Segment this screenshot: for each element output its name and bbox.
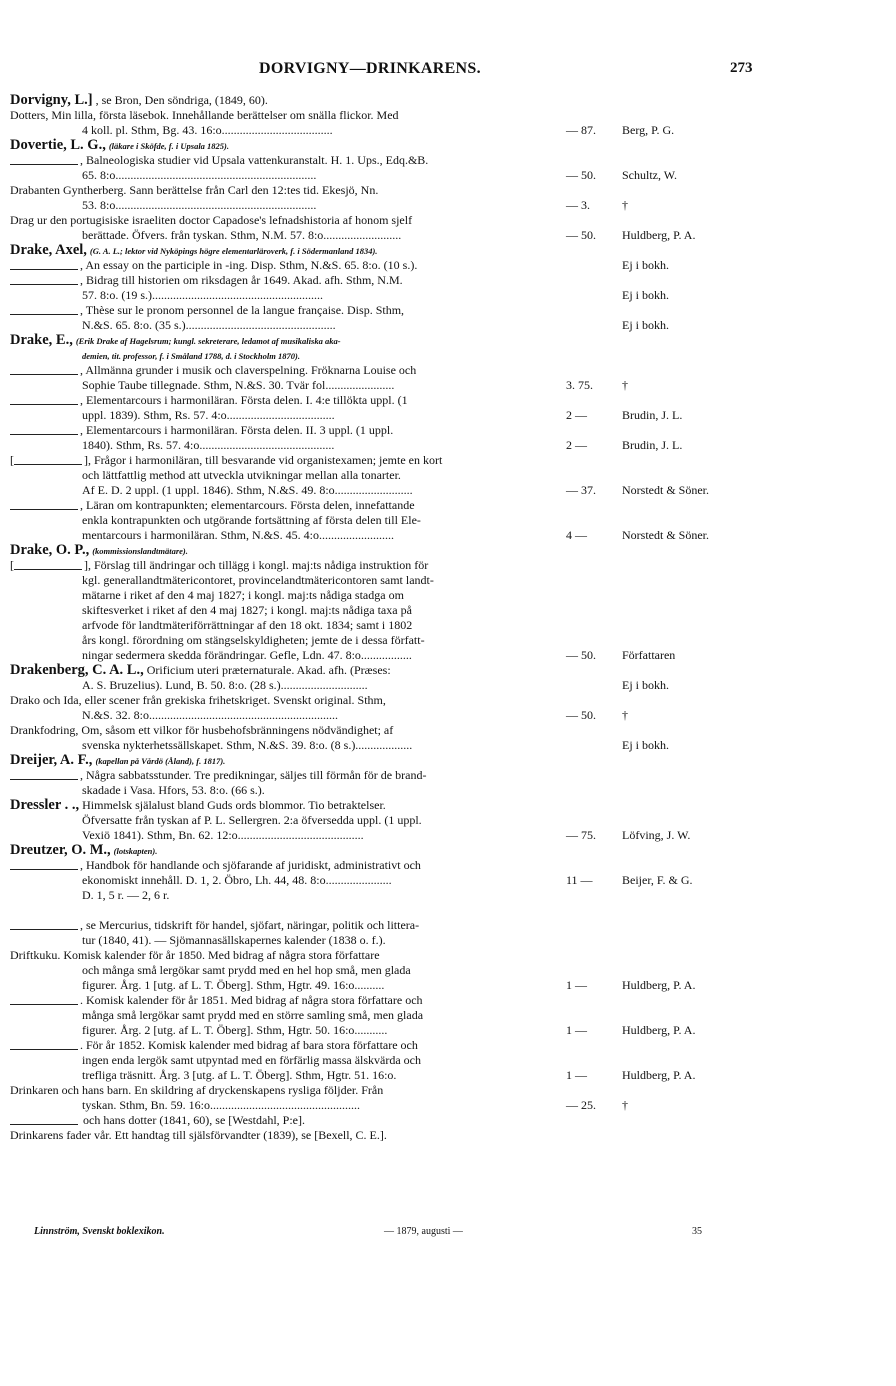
- catalog-entry: [10, 213, 886, 243]
- footer-sheet-number: 35: [692, 1226, 702, 1237]
- entry-body: och hans dotter (1841, 60), se [Westdahl, P:e].: [80, 1113, 305, 1127]
- entry-text: [82, 618, 566, 633]
- entry-line: [10, 453, 886, 468]
- entry-text: [82, 483, 566, 498]
- entry-publisher: Ej i bokh.: [622, 678, 669, 692]
- entry-body: svenska nykterhetssällskapet. Sthm, N.&S. 39. 8:o. (8 s.)...................: [82, 738, 413, 752]
- entry-line: [10, 648, 886, 663]
- entry-publisher: Huldberg, P. A.: [622, 978, 696, 992]
- entry-price: — 25.: [566, 1098, 596, 1112]
- entry-line: [10, 708, 886, 723]
- entry-body: kgl. generallandtmätericontoret, provincelandtmätericontoren samt landt-: [82, 573, 434, 587]
- entry-body: Drinkaren och hans barn. En skildring af dryckenskapens rysliga följder. Från: [10, 1083, 384, 1097]
- entry-body: Sophie Taube tillegnade. Sthm, N.&S. 30. Tvär fol.......................: [82, 378, 395, 392]
- entry-text: [10, 1083, 730, 1098]
- entry-text: [10, 453, 566, 468]
- entry-line: [10, 693, 886, 708]
- entry-text: [10, 108, 730, 123]
- entry-text: [10, 1113, 566, 1128]
- author-note: (kommissionslandtmätare).: [92, 546, 188, 556]
- catalog-entry: [10, 333, 886, 543]
- entry-text: [82, 633, 566, 648]
- entry-publisher: Ej i bokh.: [622, 258, 669, 272]
- ditto-dash: [10, 862, 78, 870]
- entry-line: [10, 198, 886, 213]
- entry-publisher: Huldberg, P. A.: [622, 1023, 696, 1037]
- entry-text: [82, 888, 566, 903]
- ditto-dash: [10, 997, 78, 1005]
- catalog-entry: [10, 108, 886, 138]
- entry-price: — 75.: [566, 828, 596, 842]
- entry-price: — 87.: [566, 123, 596, 137]
- entry-body: , Balneologiska studier vid Upsala vattenkuranstalt. H. 1. Ups., Edq.&B.: [80, 153, 429, 167]
- entry-body: Driftkuku. Komisk kalender för år 1850. Med bidrag af några stora författare: [10, 948, 380, 962]
- entry-text: [10, 1038, 566, 1053]
- entry-text: [10, 153, 566, 168]
- entry-body: , Några sabbatsstunder. Tre predikningar, säljes till förmån för de brand-: [80, 768, 427, 782]
- entry-body: Drankfodring, Om, såsom ett vilkor för husbehofsbränningens nödvändighet; af: [10, 723, 394, 737]
- ditto-dash: [10, 157, 78, 165]
- entry-headword: Drake, E.,: [10, 333, 73, 348]
- ditto-dash: [14, 562, 82, 570]
- entry-text: [10, 213, 730, 228]
- entry-line: [10, 543, 886, 558]
- ditto-dash: [10, 367, 78, 375]
- entry-line: [10, 423, 886, 438]
- ditto-dash: [10, 427, 78, 435]
- entry-publisher: Beijer, F. & G.: [622, 873, 693, 887]
- entry-line: [10, 378, 886, 393]
- entry-line: [10, 108, 886, 123]
- entry-body: D. 1, 5 r. — 2, 6 r.: [82, 888, 170, 902]
- entry-line: [10, 1038, 886, 1053]
- entry-body: , Thèse sur le pronom personnel de la langue française. Disp. Sthm,: [80, 303, 405, 317]
- author-note: (G. A. L.; lektor vid Nyköpings högre elementarläroverk, f. i Södermanland 1834).: [89, 246, 378, 256]
- entry-body: , Elementarcours i harmoniläran. Första delen. II. 3 uppl. (1 uppl.: [80, 423, 394, 437]
- entry-text: [82, 1098, 566, 1113]
- entry-body: Öfversatte från tyskan af P. L. Sellergren. 2:a öfversedda uppl. (1 uppl.: [82, 813, 422, 827]
- entry-text: [10, 693, 730, 708]
- entry-headword: Dovertie, L. G.,: [10, 138, 106, 153]
- entry-line: [10, 468, 886, 483]
- entry-publisher: Löfving, J. W.: [622, 828, 691, 842]
- footer-date: — 1879, augusti —: [384, 1226, 463, 1237]
- entry-text: [10, 543, 730, 558]
- entry-line: [10, 123, 886, 138]
- entry-headword: Dressler . .,: [10, 798, 80, 813]
- entry-price: — 37.: [566, 483, 596, 497]
- entry-headword: Drake, Axel,: [10, 243, 87, 258]
- entry-body: ingen enda lergök samt utpyntad med en förfärlig massa älskvärda och: [82, 1053, 422, 1067]
- footer-source: Linnström, Svenskt boklexikon.: [34, 1226, 165, 1237]
- entry-line: [10, 903, 886, 918]
- entry-line: [10, 858, 886, 873]
- author-note: (läkare i Sköfde, f. i Upsala 1825).: [108, 141, 230, 151]
- entry-price: 4 —: [566, 528, 587, 542]
- running-title: DORVIGNY—DRINKARENS.: [259, 60, 481, 77]
- entry-line: [10, 288, 886, 303]
- entry-text: [82, 1068, 566, 1083]
- entry-text: [10, 663, 730, 678]
- entry-line: [10, 438, 886, 453]
- entry-body: , Handbok för handlande och sjöfarande af juridiskt, administrativt och: [80, 858, 421, 872]
- entry-body: , se Bron, Den söndriga, (1849, 60).: [95, 93, 268, 107]
- ditto-dash: [10, 502, 78, 510]
- entry-price: 2 —: [566, 438, 587, 452]
- entry-body: , Läran om kontrapunkten; elementarcours. Första delen, innefattande: [80, 498, 415, 512]
- entry-body: arfvode för landtmäteriförrättningar af den 18 okt. 1834; samt i 1802: [82, 618, 413, 632]
- catalog-entry: [10, 753, 886, 798]
- ditto-dash: [10, 307, 78, 315]
- entry-body: och mångа små lergökar samt prydd med en hel hop små, men glada: [82, 963, 411, 977]
- entry-publisher: Berg, P. G.: [622, 123, 675, 137]
- entry-body: . För år 1852. Komisk kalender med bidrag af bara stora författare och: [80, 1038, 418, 1052]
- catalog-entry: [10, 843, 886, 948]
- entry-body: Himmelsk själalust bland Guds ords blommor. Tio betraktelser.: [82, 798, 386, 812]
- entry-body: skiftesverket i riket af den 4 maj 1827; i kongl. maj:ts nådiga taxa på: [82, 603, 412, 617]
- entry-line: [10, 408, 886, 423]
- entry-line: [10, 138, 886, 153]
- entry-publisher: †: [622, 378, 628, 392]
- entry-line: [10, 243, 886, 258]
- entry-publisher: †: [622, 198, 628, 212]
- entry-line: [10, 558, 886, 573]
- entry-publisher: Brudin, J. L.: [622, 408, 683, 422]
- entry-text: [10, 1128, 730, 1143]
- entry-line: [10, 153, 886, 168]
- ditto-dash: [10, 397, 78, 405]
- entry-line: [10, 963, 886, 978]
- entry-body: , se Mercurius, tidskrift för handel, sjöfart, näringar, politik och littera-: [80, 918, 420, 932]
- catalog-entry: [10, 798, 886, 843]
- entry-line: [10, 813, 886, 828]
- ditto-dash: [14, 457, 82, 465]
- catalog-entries: [10, 93, 886, 1143]
- entry-line: [10, 678, 886, 693]
- ditto-dash: [10, 277, 78, 285]
- entry-line: [10, 528, 886, 543]
- entry-publisher: Huldberg, P. A.: [622, 1068, 696, 1082]
- entry-body: 4 koll. pl. Sthm, Bg. 43. 16:o.....................................: [82, 123, 333, 137]
- entry-text: [10, 558, 566, 573]
- entry-body: A. S. Bruzelius). Lund, B. 50. 8:o. (28 s.).............................: [82, 678, 368, 692]
- entry-line: [10, 798, 886, 813]
- catalog-entry: [10, 663, 886, 693]
- entry-headword: Drake, O. P.,: [10, 543, 90, 558]
- page-number: 273: [730, 60, 753, 76]
- entry-text: [10, 363, 566, 378]
- entry-line: [10, 888, 886, 903]
- entry-line: [10, 318, 886, 333]
- entry-body: 53. 8:o...................................................................: [82, 198, 317, 212]
- entry-text: [10, 393, 566, 408]
- entry-text: [10, 93, 730, 108]
- entry-headword: Dorvigny, L.]: [10, 93, 93, 108]
- catalog-entry: [10, 1083, 886, 1128]
- entry-body: ], Förslag till ändringar och tillägg i kongl. maj:ts nådiga instruktion för: [84, 558, 429, 572]
- entry-text: [82, 228, 566, 243]
- entry-body: tyskan. Sthm, Bn. 59. 16:o..................................................: [82, 1098, 361, 1112]
- entry-text: [10, 753, 730, 768]
- entry-line: [10, 768, 886, 783]
- entry-line: [10, 663, 886, 678]
- entry-text: [82, 348, 566, 363]
- entry-text: [10, 138, 730, 153]
- entry-body: tur (1840, 41). — Sjömannasällskapernes kalender (1838 o. f.).: [82, 933, 386, 947]
- entry-body: mentarcours i harmoniläran. Sthm, N.&S. 45. 4:o.........................: [82, 528, 394, 542]
- author-note: demien, tit. professor, f. i Småland 1788, d. i Stockholm 1870).: [82, 351, 300, 361]
- entry-line: [10, 213, 886, 228]
- entry-line: [10, 333, 886, 348]
- entry-text: [10, 798, 730, 813]
- entry-text: [82, 513, 566, 528]
- entry-publisher: †: [622, 708, 628, 722]
- page-footer: [0, 1226, 896, 1242]
- entry-line: [10, 1083, 886, 1098]
- entry-line: [10, 258, 886, 273]
- entry-line: [10, 933, 886, 948]
- entry-text: [10, 258, 566, 273]
- entry-body: uppl. 1839). Sthm, Rs. 57. 4:o....................................: [82, 408, 335, 422]
- entry-text: [10, 723, 730, 738]
- entry-line: [10, 183, 886, 198]
- entry-price: — 50.: [566, 228, 596, 242]
- entry-text: [82, 648, 566, 663]
- entry-line: [10, 783, 886, 798]
- entry-body: års kongl. förordning om stängselskyldigheten; jemte de i dessa författ-: [82, 633, 425, 647]
- entry-price: 11 —: [566, 873, 593, 887]
- entry-line: [10, 1023, 886, 1038]
- entry-body: ningar sedermera skedda förändringar. Gefle, Ldn. 47. 8:o.................: [82, 648, 412, 662]
- entry-text: [82, 438, 566, 453]
- entry-body: N.&S. 32. 8:o...............................................................: [82, 708, 339, 722]
- catalog-entry: [10, 723, 886, 753]
- entry-line: [10, 1008, 886, 1023]
- entry-line: [10, 1113, 886, 1128]
- entry-price: 2 —: [566, 408, 587, 422]
- entry-body: många små lergökar samt prydd med en större samling små, men glada: [82, 1008, 424, 1022]
- entry-text: [10, 918, 566, 933]
- entry-text: [10, 183, 730, 198]
- entry-text: [10, 273, 566, 288]
- catalog-entry: [10, 183, 886, 213]
- entry-line: [10, 348, 886, 363]
- entry-publisher: Schultz, W.: [622, 168, 678, 182]
- entry-text: [10, 768, 566, 783]
- entry-line: [10, 273, 886, 288]
- entry-line: [10, 483, 886, 498]
- entry-line: [10, 1068, 886, 1083]
- entry-line: [10, 948, 886, 963]
- entry-text: [82, 828, 566, 843]
- entry-text: [82, 288, 566, 303]
- entry-line: [10, 738, 886, 753]
- entry-price: — 3.: [566, 198, 590, 212]
- entry-body: ], Frågor i harmoniläran, till besvarande vid organistexamen; jemte en kort: [84, 453, 443, 467]
- entry-price: — 50.: [566, 708, 596, 722]
- entry-body: , Allmänna grunder i musik och claverspelning. Fröknarna Louise och: [80, 363, 417, 377]
- entry-text: [82, 978, 566, 993]
- entry-line: [10, 723, 886, 738]
- entry-body: N.&S. 65. 8:o. (35 s.)..................................................: [82, 318, 336, 332]
- entry-body: figurer. Årg. 2 [utg. af L. T. Öberg]. Sthm, Hgtr. 50. 16:o...........: [82, 1023, 388, 1037]
- entry-text: [10, 843, 730, 858]
- entry-body: 1840). Sthm, Rs. 57. 4:o.............................................: [82, 438, 335, 452]
- entry-body: Drinkarens fader vår. Ett handtag till själsförvandter (1839), se [Bexell, C. E.].: [10, 1128, 387, 1142]
- bracket-mark: [: [10, 558, 14, 572]
- entry-text: [82, 783, 566, 798]
- entry-line: [10, 993, 886, 1008]
- entry-line: [10, 843, 886, 858]
- catalog-entry: [10, 948, 886, 1083]
- entry-body: enkla kontrapunkten och utgörande fortsättning af första delen till Ele-: [82, 513, 421, 527]
- entry-text: [10, 333, 730, 348]
- author-note: (lotskapten).: [113, 846, 158, 856]
- entry-text: [82, 198, 566, 213]
- entry-body: Drag ur den portugisiske israeliten doctor Capadose's lefnadshistoria af honom sjelf: [10, 213, 413, 227]
- entry-publisher: Norstedt & Söner.: [622, 528, 709, 542]
- entry-text: [10, 423, 566, 438]
- entry-price: — 50.: [566, 168, 596, 182]
- entry-headword: Dreutzer, O. M.,: [10, 843, 111, 858]
- entry-line: [10, 918, 886, 933]
- catalog-entry: [10, 243, 886, 333]
- entry-body: , Bidrag till historien om riksdagen år 1649. Akad. afh. Sthm, N.M.: [80, 273, 403, 287]
- entry-body: , Elementarcours i harmoniläran. Första delen. I. 4:e tillökta uppl. (1: [80, 393, 408, 407]
- entry-line: [10, 1128, 886, 1143]
- entry-text: [10, 498, 566, 513]
- entry-line: [10, 393, 886, 408]
- entry-body: mätarne i riket af den 4 maj 1827; i kongl. maj:ts nådiga stadga om: [82, 588, 404, 602]
- entry-publisher: Författaren: [622, 648, 676, 662]
- entry-text: [82, 318, 566, 333]
- entry-line: [10, 603, 886, 618]
- entry-body: trefliga träsnitt. Årg. 3 [utg. af L. T. Öberg]. Sthm, Hgtr. 51. 16:o.: [82, 1068, 397, 1082]
- entry-publisher: †: [622, 1098, 628, 1112]
- entry-line: [10, 1053, 886, 1068]
- entry-line: [10, 978, 886, 993]
- entry-text: [82, 168, 566, 183]
- entry-body: Dotters, Min lilla, första läsebok. Innehållande berättelser om snälla flickor. Med: [10, 108, 399, 122]
- entry-line: [10, 753, 886, 768]
- entry-price: 1 —: [566, 978, 587, 992]
- entry-price: 1 —: [566, 1023, 587, 1037]
- entry-text: [10, 243, 730, 258]
- ditto-dash: [10, 262, 78, 270]
- entry-line: [10, 513, 886, 528]
- entry-body: Af E. D. 2 uppl. (1 uppl. 1846). Sthm, N.&S. 49. 8:o..........................: [82, 483, 413, 497]
- entry-body: berättade. Öfvers. från tyskan. Sthm, N.M. 57. 8:o..........................: [82, 228, 402, 242]
- entry-price: 1 —: [566, 1068, 587, 1082]
- entry-line: [10, 873, 886, 888]
- entry-line: [10, 168, 886, 183]
- entry-body: figurer. Årg. 1 [utg. af L. T. Öberg]. Sthm, Hgtr. 49. 16:o..........: [82, 978, 385, 992]
- entry-text: [82, 468, 566, 483]
- entry-publisher: Ej i bokh.: [622, 738, 669, 752]
- catalog-entry: [10, 543, 886, 663]
- entry-text: [82, 963, 566, 978]
- entry-line: [10, 633, 886, 648]
- entry-publisher: Huldberg, P. A.: [622, 228, 696, 242]
- entry-text: [82, 738, 566, 753]
- entry-text: [82, 678, 566, 693]
- entry-body: och lättfattlig method att utveckla utvikningar mellan alla tonarter.: [82, 468, 401, 482]
- entry-body: 65. 8:o...................................................................: [82, 168, 317, 182]
- author-note: (kapellan på Vårdö (Åland), f. 1817).: [95, 756, 226, 766]
- entry-text: [10, 993, 566, 1008]
- entry-body: Drabanten Gyntherberg. Sann berättelse från Carl den 12:tes tid. Ekesjö, Nn.: [10, 183, 379, 197]
- entry-line: [10, 228, 886, 243]
- ditto-dash: [10, 1117, 78, 1125]
- entry-body: Drako och Ida, eller scener från grekiska frihetskriget. Svenskt original. Sthm,: [10, 693, 386, 707]
- entry-line: [10, 1098, 886, 1113]
- entry-line: [10, 363, 886, 378]
- entry-text: [82, 1053, 566, 1068]
- catalog-entry: [10, 693, 886, 723]
- entry-publisher: Ej i bokh.: [622, 318, 669, 332]
- ditto-dash: [10, 922, 78, 930]
- catalog-entry: [10, 138, 886, 183]
- entry-publisher: Ej i bokh.: [622, 288, 669, 302]
- entry-body: skadade i Vasa. Hfors, 53. 8:o. (66 s.).: [82, 783, 265, 797]
- bracket-mark: [: [10, 453, 14, 467]
- entry-headword: Drakenberg, C. A. L.,: [10, 663, 144, 678]
- entry-line: [10, 498, 886, 513]
- entry-text: [10, 303, 566, 318]
- entry-text: [82, 123, 566, 138]
- entry-text: [10, 858, 566, 873]
- entry-text: [82, 708, 566, 723]
- entry-body: Vexiö 1841). Sthm, Bn. 62. 12:o..........................................: [82, 828, 364, 842]
- entry-text: [82, 603, 566, 618]
- entry-line: [10, 93, 886, 108]
- author-note: (Erik Drake af Hagelsrum; kungl. sekreterare, ledamot af musikaliska aka-: [75, 336, 341, 346]
- entry-line: [10, 573, 886, 588]
- entry-text: [82, 378, 566, 393]
- entry-text: [82, 933, 566, 948]
- entry-text: [10, 948, 730, 963]
- entry-publisher: Norstedt & Söner.: [622, 483, 709, 497]
- entry-text: [82, 528, 566, 543]
- catalog-entry: [10, 1128, 886, 1143]
- entry-line: [10, 588, 886, 603]
- entry-headword: Dreijer, A. F.,: [10, 753, 93, 768]
- entry-text: [82, 408, 566, 423]
- catalog-entry: [10, 93, 886, 108]
- page-header: [0, 60, 896, 84]
- entry-text: [82, 573, 566, 588]
- entry-body: , An essay on the participle in -ing. Disp. Sthm, N.&S. 65. 8:o. (10 s.).: [80, 258, 418, 272]
- entry-line: [10, 828, 886, 843]
- entry-body: . Komisk kalender för år 1851. Med bidrag af några stora författare och: [80, 993, 423, 1007]
- entry-text: [82, 1008, 566, 1023]
- ditto-dash: [10, 772, 78, 780]
- entry-line: [10, 303, 886, 318]
- entry-body: 57. 8:o. (19 s.).........................................................: [82, 288, 323, 302]
- ditto-dash: [10, 1042, 78, 1050]
- entry-text: [82, 588, 566, 603]
- entry-body: Orificium uteri præternaturale. Akad. afh. (Præses:: [146, 663, 391, 677]
- entry-body: ekonomiskt innehåll. D. 1, 2. Öbro, Lh. 44, 48. 8:o......................: [82, 873, 392, 887]
- entry-price: — 50.: [566, 648, 596, 662]
- entry-line: [10, 618, 886, 633]
- entry-publisher: Brudin, J. L.: [622, 438, 683, 452]
- entry-text: [82, 1023, 566, 1038]
- entry-text: [82, 813, 566, 828]
- entry-price: 3. 75.: [566, 378, 593, 392]
- entry-text: [82, 873, 566, 888]
